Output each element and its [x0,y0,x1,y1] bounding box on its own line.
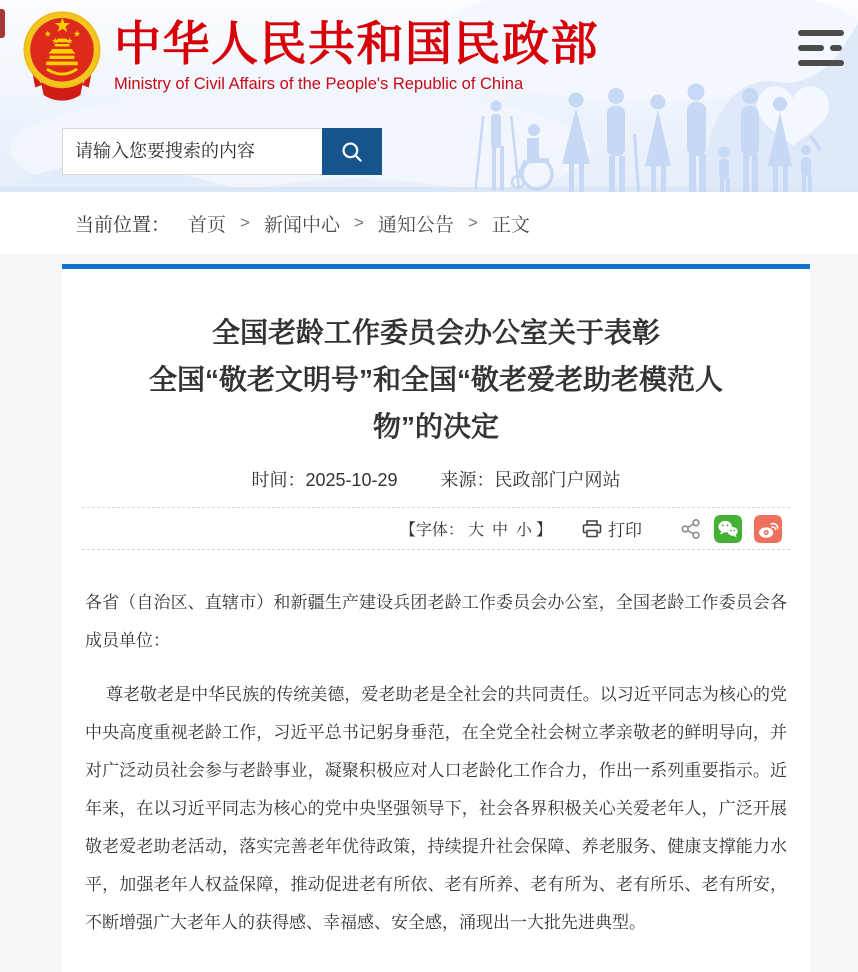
article-meta [82,466,790,492]
font-size-bracket: 】 [535,522,552,539]
hamburger-icon [798,45,844,51]
print-button[interactable] [582,516,642,541]
hamburger-icon [798,30,844,36]
font-size-bracket: 【 [399,522,416,539]
search-box [62,128,382,175]
national-emblem-icon [20,8,104,105]
font-size-label: 字体： [415,522,464,539]
wechat-icon [714,515,742,543]
breadcrumb-item-news-center[interactable]: 新闻中心 [263,214,340,236]
article-title-line: 全国“敬老文明号”和全国“敬老爱老助老模范人 [148,364,723,395]
weibo-share-button[interactable] [754,515,782,543]
share-icon [680,518,702,540]
font-size-large[interactable]: 大 [467,522,484,539]
font-size-control [400,517,552,540]
article-title [82,309,790,450]
weibo-icon [754,515,782,543]
site-subtitle: Ministry of Civil Affairs of the People's Republic of China [114,75,524,93]
share-button[interactable] [680,518,702,540]
breadcrumb-separator: > [467,213,478,232]
site-header [0,0,858,192]
breadcrumb-item-home[interactable]: 首页 [188,214,227,236]
wechat-share-button[interactable] [714,515,742,543]
breadcrumb-separator: > [353,213,364,232]
breadcrumb-current-page: 正文 [491,214,530,236]
date-value: 2025-10-29 [305,470,398,490]
printer-icon [582,520,602,538]
article-paragraph: 尊老敬老是中华民族的传统美德，爱老助老是全社会的共同责任。以习近平同志为核心的党中央高度重视老龄工作，习近平总书记躬身垂范，在全党全社会树立孝亲敬老的鲜明导向，并对广泛动员社会参与老龄事业，凝聚积极应对人口老龄化工作合力，作出一系列重要指示。近年来，在以习近平同志为核心的党中央坚强领导下，社会各界积极关心关爱老年人，广泛开展敬老爱老助老活动，落实完善老年优待政策，持续提升社会保障、养老服务、健康支撑能力水平，加强老年人权益保障，推动促进老有所依、老有所养、老有所为、老有所乐、老有所安，不断增强广大老年人的获得感、幸福感、安全感，涌现出一大批先进典型。 [85,685,787,932]
article-toolbar [82,507,790,550]
font-size-small[interactable]: 小 [515,522,532,539]
article-source [441,466,621,492]
article-panel [62,264,810,972]
site-title: 中华人民共和国民政部 [114,17,599,70]
source-label: 来源： [440,470,495,490]
date-label: 时间： [251,470,306,490]
article-paragraph: 各省（自治区、直辖市）和新疆生产建设兵团老龄工作委员会办公室，全国老龄工作委员会各成员单位： [85,593,787,650]
font-size-medium[interactable]: 中 [491,522,508,539]
print-label: 打印 [608,521,642,540]
publish-date [251,466,397,492]
breadcrumb-label: 当前位置： [75,214,171,236]
search-button[interactable] [322,128,382,175]
article-title-line: 物”的决定 [372,411,499,442]
article-body [82,584,790,942]
banner-edge-decoration [0,9,5,38]
search-icon [339,139,365,165]
hamburger-icon [798,60,844,66]
menu-button[interactable] [798,30,844,66]
source-value: 民政部门户网站 [494,470,621,490]
breadcrumb-separator: > [240,213,250,232]
breadcrumb-item-notices[interactable]: 通知公告 [377,214,454,236]
article-title-line: 全国老龄工作委员会办公室关于表彰 [211,317,660,348]
search-input[interactable] [62,128,322,175]
site-logo[interactable] [20,8,599,105]
breadcrumb [0,192,858,254]
